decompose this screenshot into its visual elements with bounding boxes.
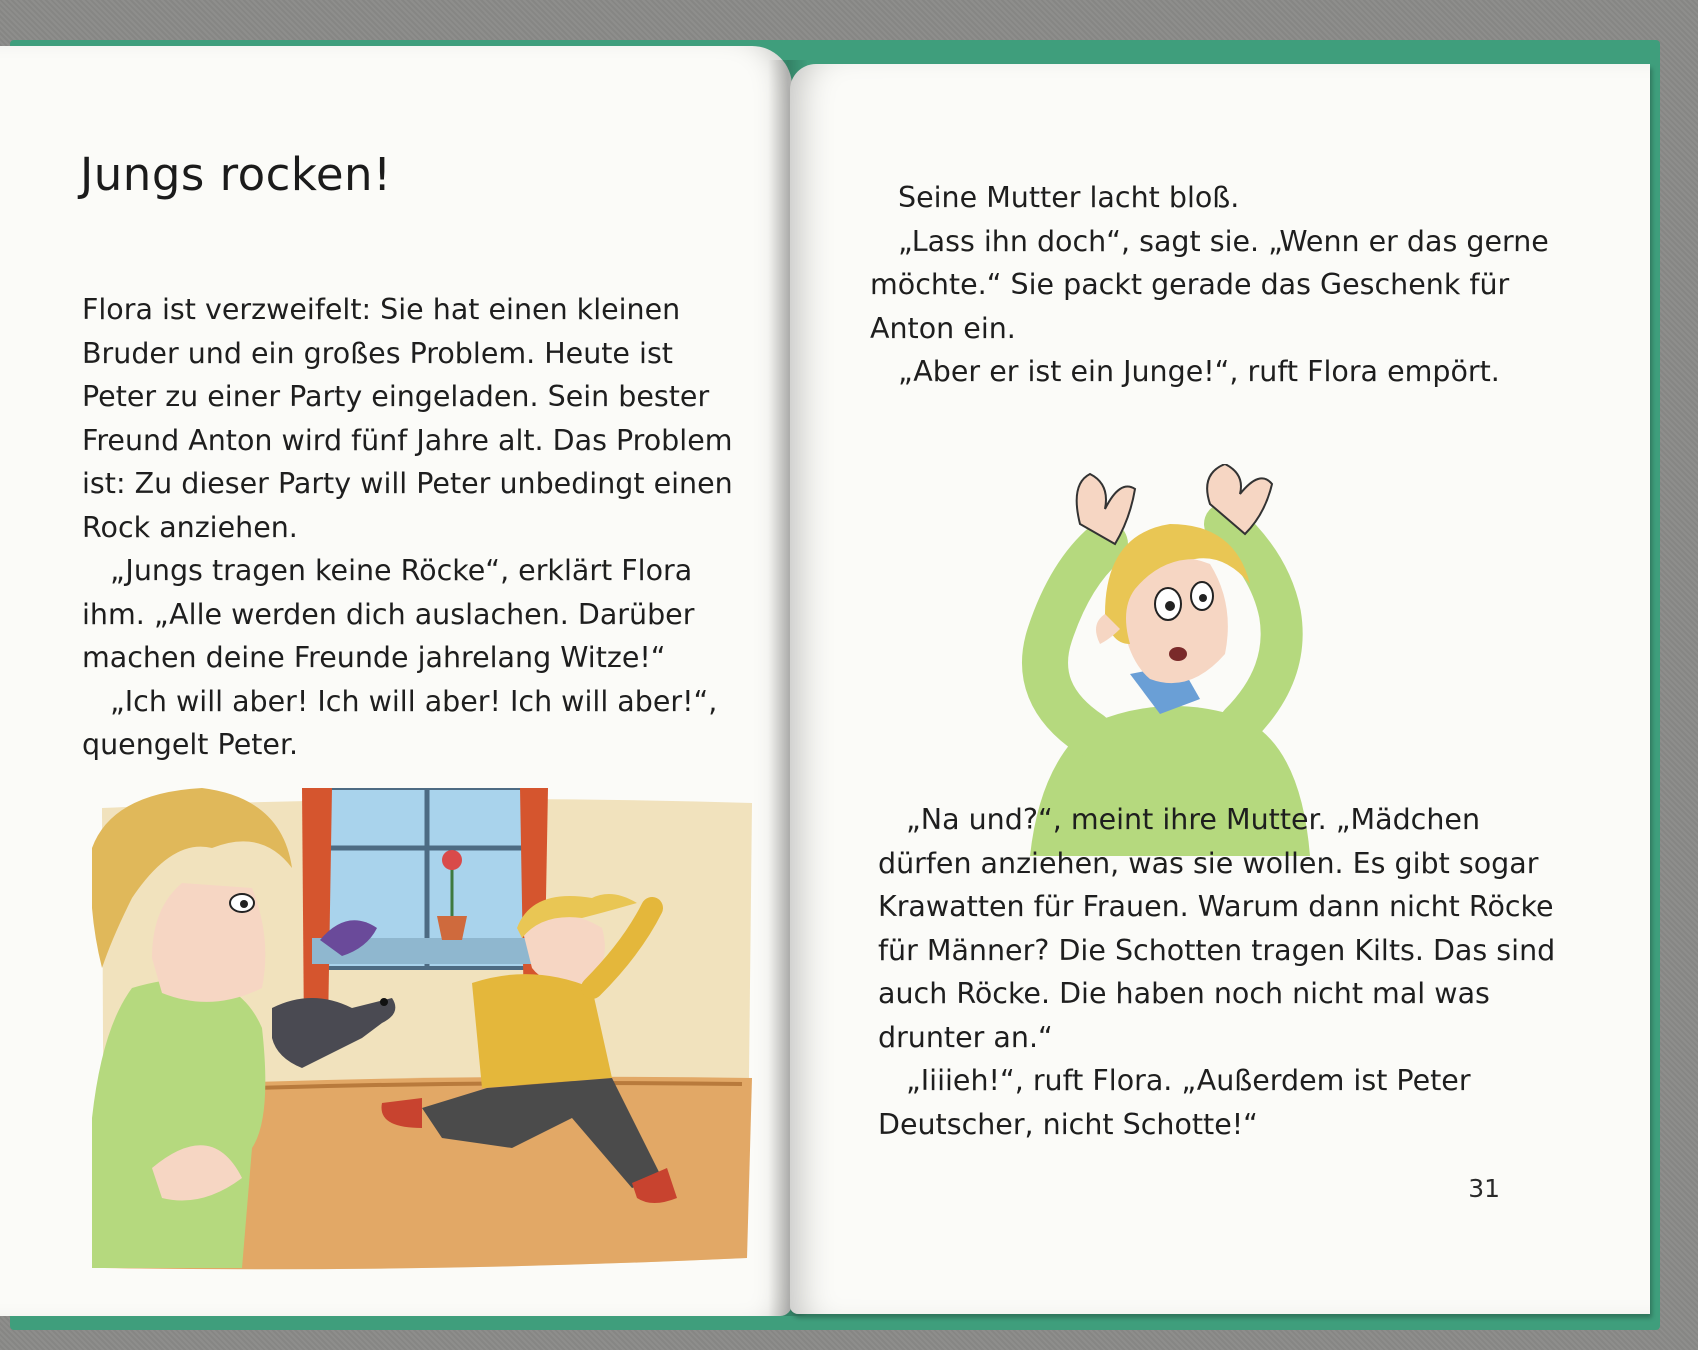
left-page-text [82, 288, 742, 767]
illustration-boy-running [92, 788, 762, 1278]
paragraph: „Lass ihn doch“, sagt sie. „Wenn er das gerne möchte.“ Sie packt gerade das Geschenk für Anton ein. [870, 224, 1549, 345]
paragraph: Flora ist verzweifelt: Sie hat einen kleinen Bruder und ein großes Problem. Heute ist Peter zu einer Party eingeladen. Sein bester Freund Anton wird fünf Jahre alt. Das Problem ist: Zu dieser Party will Peter unbedingt einen Rock anziehen. [82, 293, 733, 544]
paragraph: Seine Mutter lacht bloß. [898, 181, 1240, 214]
paragraph: „Aber er ist ein Junge!“, ruft Flora empört. [898, 355, 1500, 388]
paragraph: „Ich will aber! Ich will aber! Ich will aber!“, quengelt Peter. [82, 684, 718, 761]
paragraph: „Jungs tragen keine Röcke“, erklärt Flora ihm. „Alle werden dich auslachen. Darüber machen deine Freunde jahrelang Witze!“ [82, 554, 695, 674]
page-number: 31 [1468, 1174, 1500, 1203]
chapter-title: Jungs rocken! [80, 148, 392, 201]
left-page [0, 46, 792, 1316]
right-page-text-top [870, 176, 1570, 394]
paragraph: „Na und?“, meint ihre Mutter. „Mädchen dürfen anziehen, was sie wollen. Es gibt sogar Krawatten für Frauen. Warum dann nicht Röcke für Männer? Die Schotten tragen Kilts. Das sind auch Röcke. Die haben noch nicht mal was drunter an.“ [878, 803, 1556, 1054]
right-page-text-bottom [878, 798, 1558, 1146]
right-page [790, 64, 1650, 1314]
paragraph: „Iiiieh!“, ruft Flora. „Außerdem ist Peter Deutscher, nicht Schotte!“ [878, 1064, 1471, 1141]
